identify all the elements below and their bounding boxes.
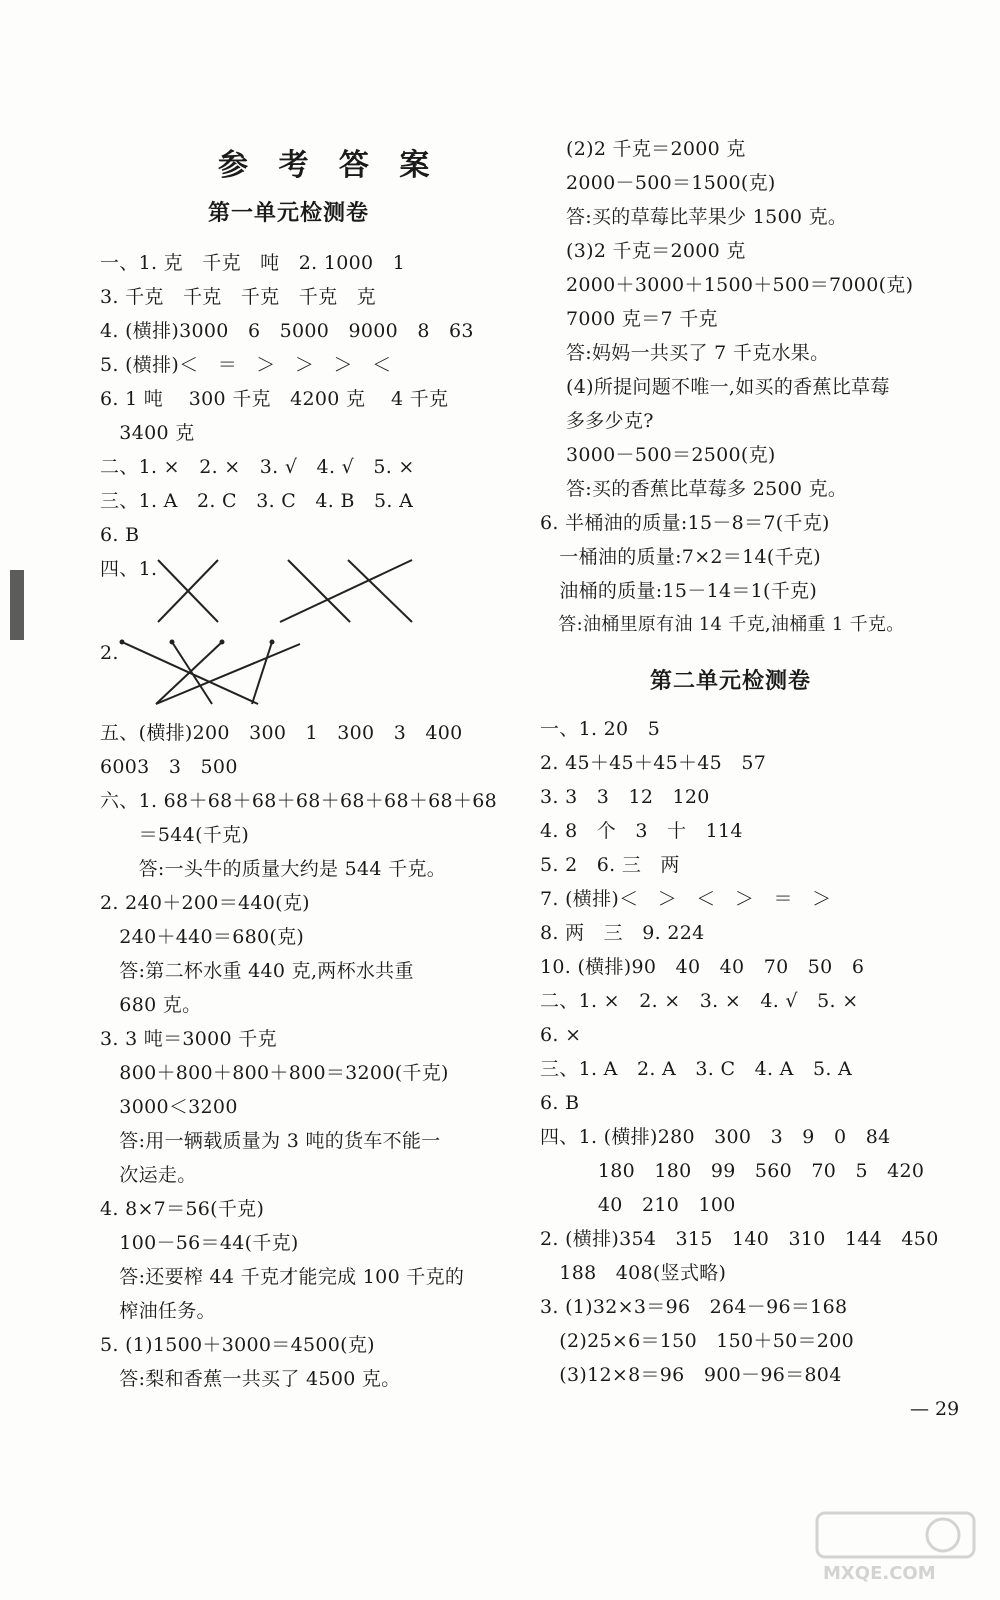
answer-line: (2)25×6＝150 150＋50＝200 [540,1330,854,1352]
answer-line: 5. (1)1500＋3000＝4500(克) [100,1334,375,1356]
answer-line: 油桶的质量:15－14＝1(千克) [540,580,818,602]
answer-line: 6. 半桶油的质量:15－8＝7(千克) [540,512,830,534]
answer-line: 3000＜3200 [100,1096,238,1118]
answer-line: 4. 8 个 3 十 114 [540,820,743,842]
answer-line: 六、1. 68＋68＋68＋68＋68＋68＋68＋68 [100,790,497,812]
answer-line: 答:买的草莓比苹果少 1500 克。 [566,206,848,228]
answer-line: 180 180 99 560 70 5 420 [540,1160,925,1182]
answer-line: 答:一头牛的质量大约是 544 千克。 [100,858,447,880]
answer-line: 3. 3 吨＝3000 千克 [100,1028,277,1050]
page-number: — 29 [910,1398,960,1420]
answer-line: 五、(横排)200 300 1 300 3 400 [100,722,463,744]
answer-line: 四、1. (横排)280 300 3 9 0 84 [540,1126,891,1148]
answer-line: 240＋440＝680(克) [100,926,305,948]
answer-line: 3. 千克 千克 千克 千克 克 [100,286,376,308]
answer-line: 榨油任务。 [100,1300,216,1322]
answer-line: 6. 1 吨 300 千克 4200 克 4 千克 [100,388,449,410]
answer-line: 10. (横排)90 40 40 70 50 6 [540,956,865,978]
answer-line: 一、1. 20 5 [540,718,661,740]
page-title: 参 考 答 案 [218,148,440,183]
answer-line: 3000－500＝2500(克) [566,444,776,466]
answer-line: (4)所提问题不唯一,如买的香蕉比草莓 [566,376,890,398]
watermark-text: MXQE.COM [823,1563,936,1584]
answer-line: 5. (横排)＜ ＝ ＞ ＞ ＞ ＜ [100,354,392,376]
answer-line: 答:还要榨 44 千克才能完成 100 千克的 [100,1266,465,1288]
unit1-heading: 第一单元检测卷 [208,200,370,226]
answer-line: 40 210 100 [540,1194,736,1216]
watermark-logo [813,1509,978,1584]
answer-line: 4. (横排)3000 6 5000 9000 8 63 [100,320,474,342]
answer-line: 次运走。 [100,1164,197,1186]
answer-line: 2. (横排)354 315 140 310 144 450 [540,1228,939,1250]
answer-line: 6003 3 500 [100,756,238,778]
answer-line: 3. 3 3 12 120 [540,786,710,808]
answer-line: 6. × [540,1024,582,1046]
answer-line: 答:妈妈一共买了 7 千克水果。 [566,342,830,364]
answer-line: 2. 240＋200＝440(克) [100,892,310,914]
answer-line: 4. 8×7＝56(千克) [100,1198,265,1220]
matching-lines-2 [110,636,310,716]
answer-line: 7. (横排)＜ ＞ ＜ ＞ ＝ ＞ [540,888,832,910]
answer-line: 多多少克? [566,410,654,432]
answer-line: 3. (1)32×3＝96 264－96＝168 [540,1296,848,1318]
answer-line: 8. 两 三 9. 224 [540,922,705,944]
answer-line: ＝544(千克) [100,824,250,846]
answer-line: 6. B [540,1092,580,1114]
scan-artifact [10,570,24,640]
answer-line: 二、1. × 2. × 3. × 4. √ 5. × [540,990,859,1012]
answer-line: 6. B [100,524,140,546]
answer-line: 答:油桶里原有油 14 千克,油桶重 1 千克。 [540,614,905,635]
answer-line: 188 408(竖式略) [540,1262,727,1284]
unit2-heading: 第二单元检测卷 [650,668,812,694]
answer-line: (3)2 千克＝2000 克 [566,240,746,262]
answer-line: 800＋800＋800＋800＝3200(千克) [100,1062,449,1084]
answer-line: 一、1. 克 千克 吨 2. 1000 1 [100,252,406,274]
answer-line: 三、1. A 2. A 3. C 4. A 5. A [540,1058,853,1080]
answer-line: 答:用一辆载质量为 3 吨的货车不能一 [100,1130,441,1152]
answer-line: (3)12×8＝96 900－96＝804 [540,1364,842,1386]
answer-line: 四、1. [100,558,158,580]
answer-line: 答:第二杯水重 440 克,两杯水共重 [100,960,414,982]
answer-line: 2. [100,642,119,664]
answer-line: 三、1. A 2. C 3. C 4. B 5. A [100,490,414,512]
answer-line: 5. 2 6. 三 两 [540,854,680,876]
answer-line: 100－56＝44(千克) [100,1232,299,1254]
answer-line: 2000＋3000＋1500＋500＝7000(克) [566,274,914,296]
answer-line: 答:梨和香蕉一共买了 4500 克。 [100,1368,401,1390]
answer-line: (2)2 千克＝2000 克 [566,138,746,160]
answer-line: 2000－500＝1500(克) [566,172,776,194]
answer-line: 3400 克 [100,422,195,444]
answer-line: 7000 克＝7 千克 [566,308,718,330]
answer-line: 680 克。 [100,994,202,1016]
answer-line: 二、1. × 2. × 3. √ 4. √ 5. × [100,456,415,478]
answer-line: 答:买的香蕉比草莓多 2500 克。 [566,478,848,500]
matching-lines-1 [140,552,440,632]
answer-line: 2. 45＋45＋45＋45 57 [540,752,767,774]
answer-line: 一桶油的质量:7×2＝14(千克) [540,546,821,568]
